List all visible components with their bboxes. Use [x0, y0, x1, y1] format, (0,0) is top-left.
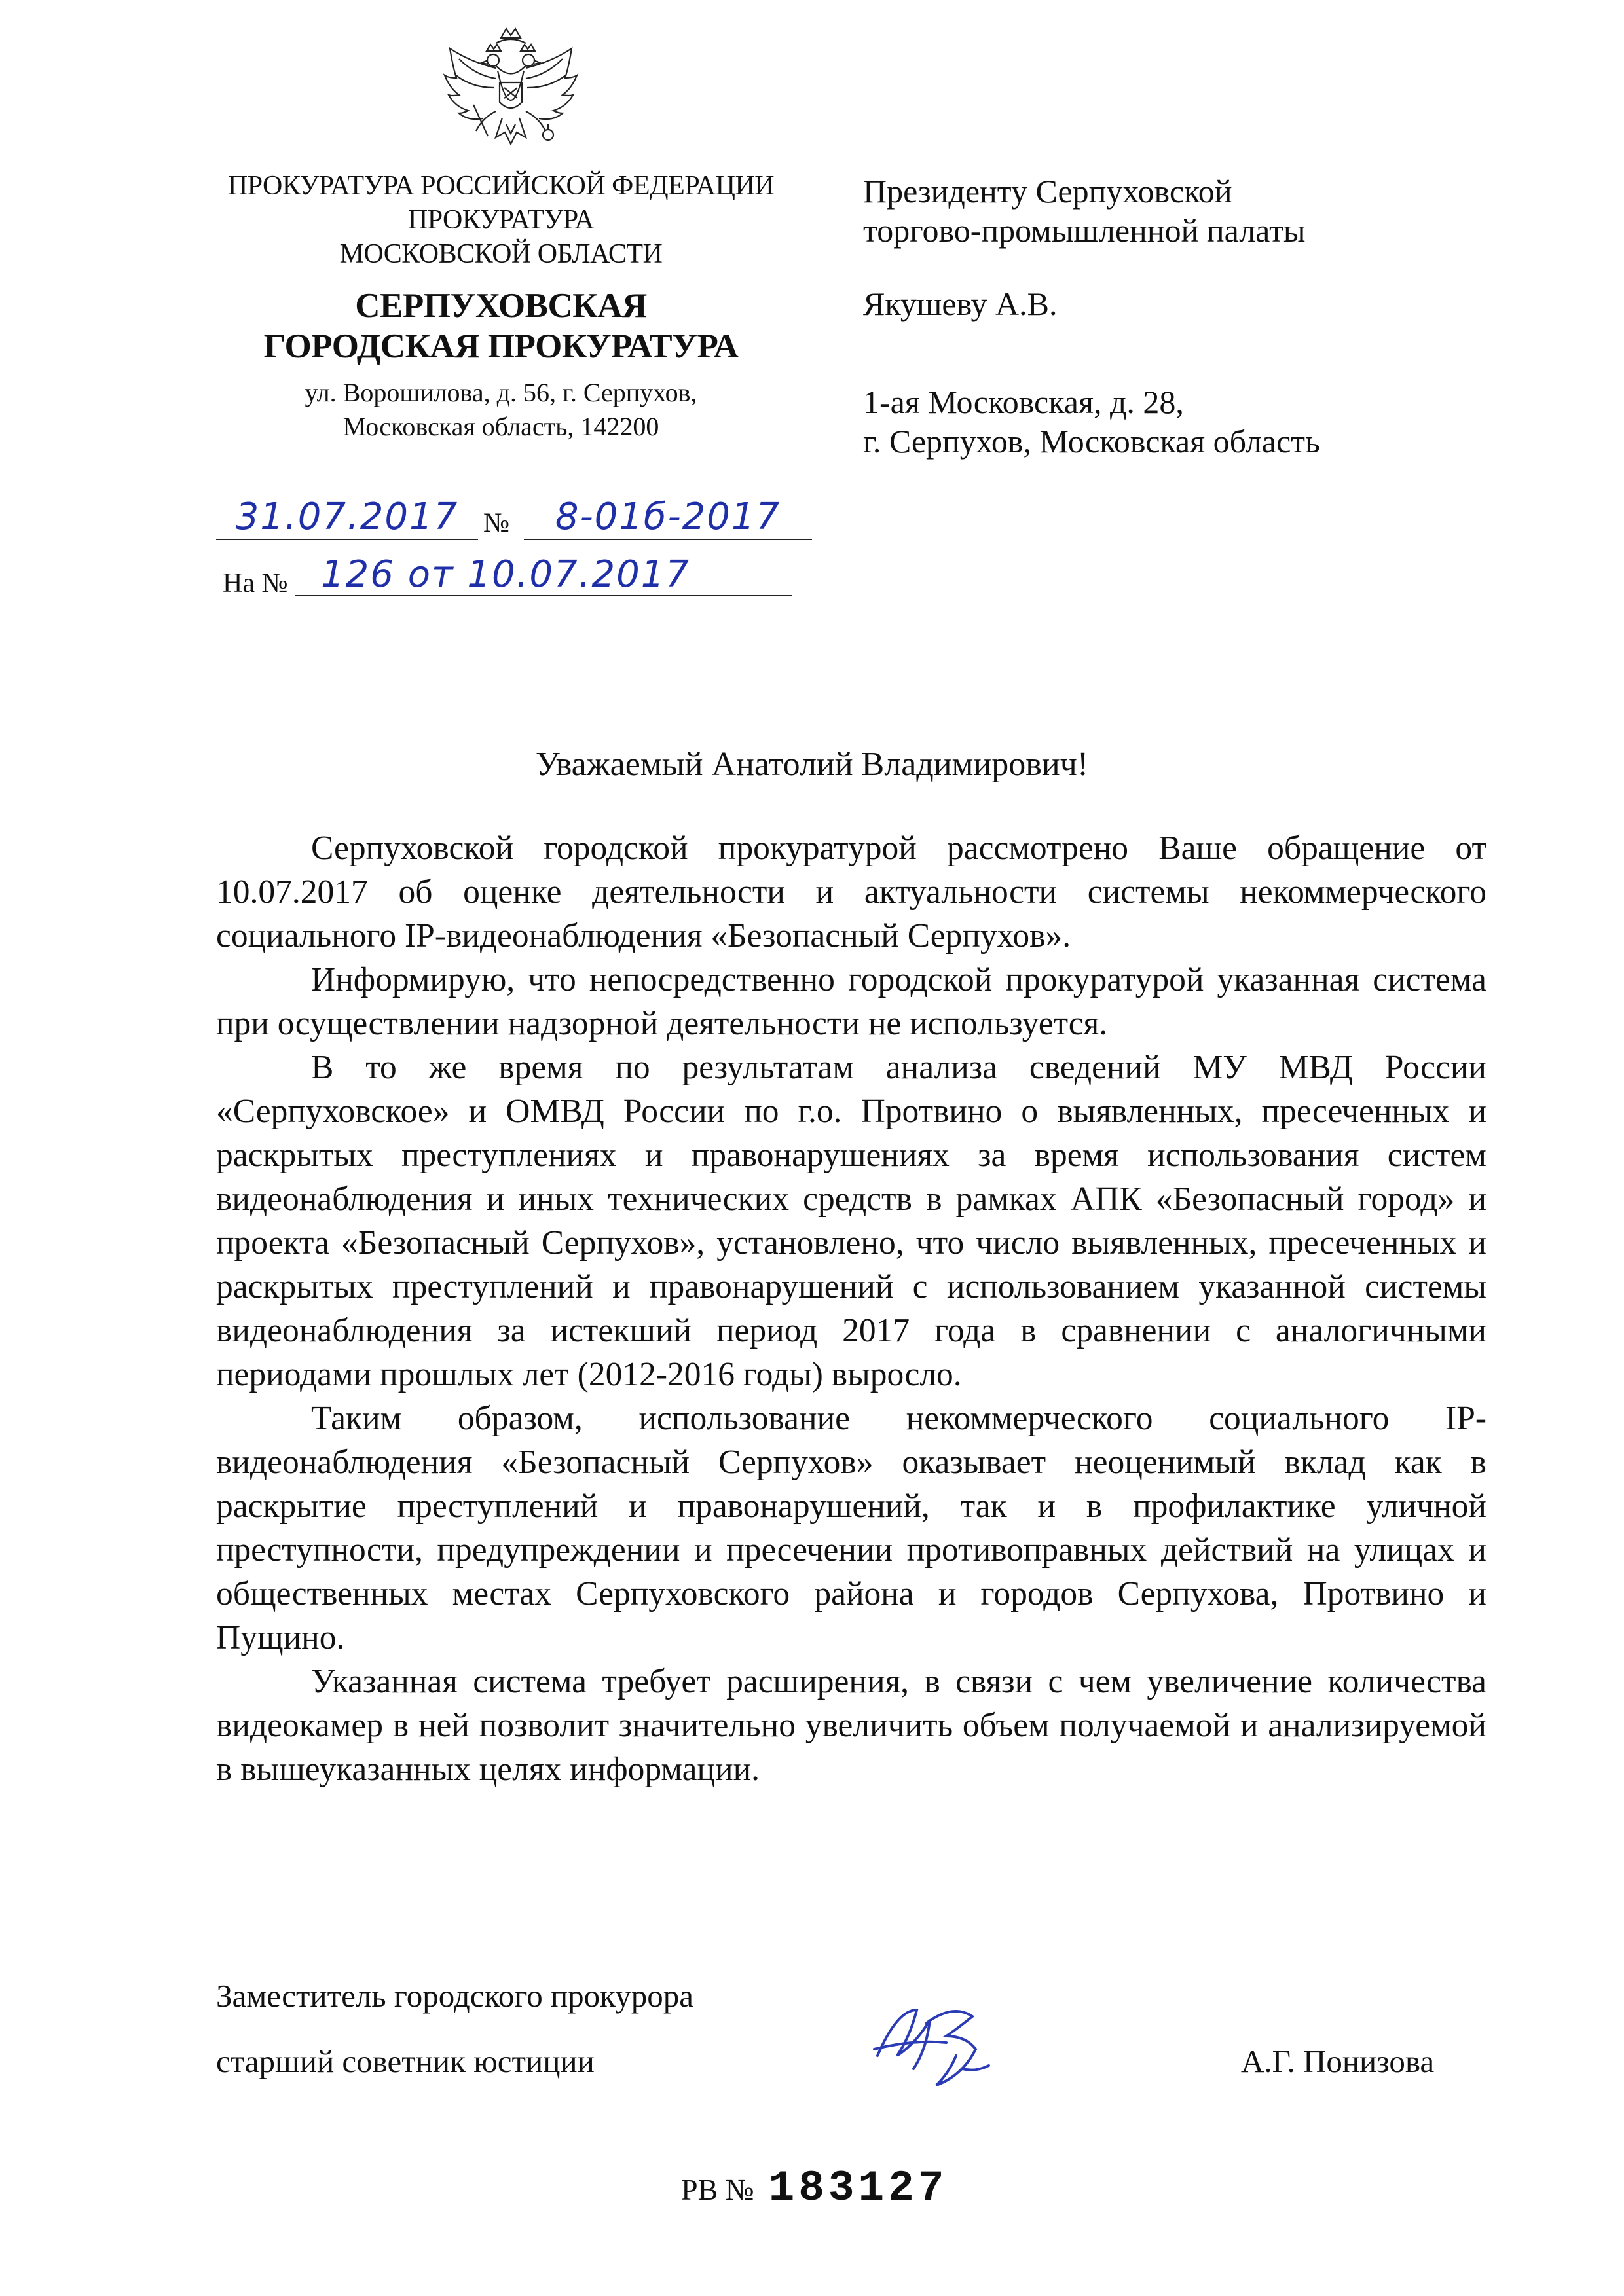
office-address-line-2: Московская область, 142200 — [342, 412, 659, 441]
registration-line — [216, 488, 812, 547]
recipient-address-line-1: 1-ая Московская, д. 28, — [863, 384, 1184, 420]
reply-number-field — [295, 553, 792, 596]
form-number — [681, 2164, 948, 2213]
outgoing-number-handwritten: 8-01б-2017 — [555, 496, 781, 538]
paragraph-1: Серпуховской городской прокуратурой рассмотрено Ваше обращение от 10.07.2017 об оценке деятельности и актуальности системы некоммерческого социального IP-видеонаблюдения «Безопасный Серпухов». — [216, 829, 1486, 955]
outgoing-date-field — [216, 496, 478, 540]
paragraph-3: В то же время по результатам анализа сведений МУ МВД России «Серпуховское» и ОМВД России по г.о. Протвино о выявленных, пресеченных и раскрытых преступлениях и правонарушениях за время использования систем видеонаблюдения и иных технических средств в рамках АПК «Безопасный город» и проекта «Безопасный Серпухов», установлено, что число выявленных, пресеченных и раскрытых преступлений и правонарушений с использованием указанной системы видеонаблюдения за истекший период 2017 года в сравнении с аналогичными периодами прошлых лет (2012-2016 годы) выросло. — [216, 1049, 1486, 1393]
paragraph-4: Таким образом, использование некоммерческого социального IP-видеонаблюдения «Безопасный Серпухов» оказывает неоценимый вклад как в раскрытие преступлений и правонарушений, так и в профилактике уличной преступности, предупреждении и пресечении противоправных действий на улицах и общественных местах Серпуховского района и городов Серпухова, Протвино и Пущино. — [216, 1400, 1486, 1656]
office-name-line-1: СЕРПУХОВСКАЯ — [355, 287, 647, 325]
signer-name: А.Г. Понизова — [1241, 2043, 1435, 2079]
recipient-line-1: Президенту Серпуховской — [863, 173, 1232, 210]
recipient-line-2: торгово-промышленной палаты — [863, 212, 1306, 249]
office-name-line-2: ГОРОДСКАЯ ПРОКУРАТУРА — [263, 327, 739, 365]
reply-label: На № — [223, 568, 288, 598]
recipient-name: Якушеву А.В. — [863, 285, 1058, 322]
handwritten-signature — [864, 1997, 1015, 2095]
greeting: Уважаемый Анатолий Владимирович! — [535, 746, 1089, 783]
reply-number-handwritten: 126 от 10.07.2017 — [321, 553, 691, 596]
form-serial-number: 183127 — [768, 2164, 948, 2213]
letter-body — [216, 826, 1486, 1791]
outgoing-date-handwritten: 31.07.2017 — [235, 496, 459, 538]
outgoing-number-field — [524, 496, 812, 540]
signer-position-line-1: Заместитель городского прокурора — [216, 1978, 694, 2014]
form-series-label: РВ № — [681, 2173, 754, 2206]
reply-line — [216, 553, 792, 606]
org-line-3: МОСКОВСКОЙ ОБЛАСТИ — [339, 239, 663, 269]
paragraph-2: Информирую, что непосредственно городской прокуратурой указанная система при осуществлении надзорной деятельности не используется. — [216, 961, 1486, 1042]
org-line-1: ПРОКУРАТУРА РОССИЙСКОЙ ФЕДЕРАЦИИ — [227, 171, 775, 201]
number-label: № — [483, 508, 510, 538]
signer-position-line-2: старший советник юстиции — [216, 2043, 595, 2079]
office-address-line-1: ул. Ворошилова, д. 56, г. Серпухов, — [304, 378, 697, 407]
recipient-block — [863, 172, 1551, 461]
recipient-address-line-2: г. Серпухов, Московская область — [863, 423, 1320, 460]
paragraph-5: Указанная система требует расширения, в связи с чем увеличение количества видеокамер в ней позволит значительно увеличить объем получаемой и анализируемой в вышеуказанных целях информации. — [216, 1663, 1486, 1788]
coat-of-arms-emblem — [435, 20, 586, 170]
org-line-2: ПРОКУРАТУРА — [407, 205, 595, 235]
organization-header — [196, 169, 805, 444]
